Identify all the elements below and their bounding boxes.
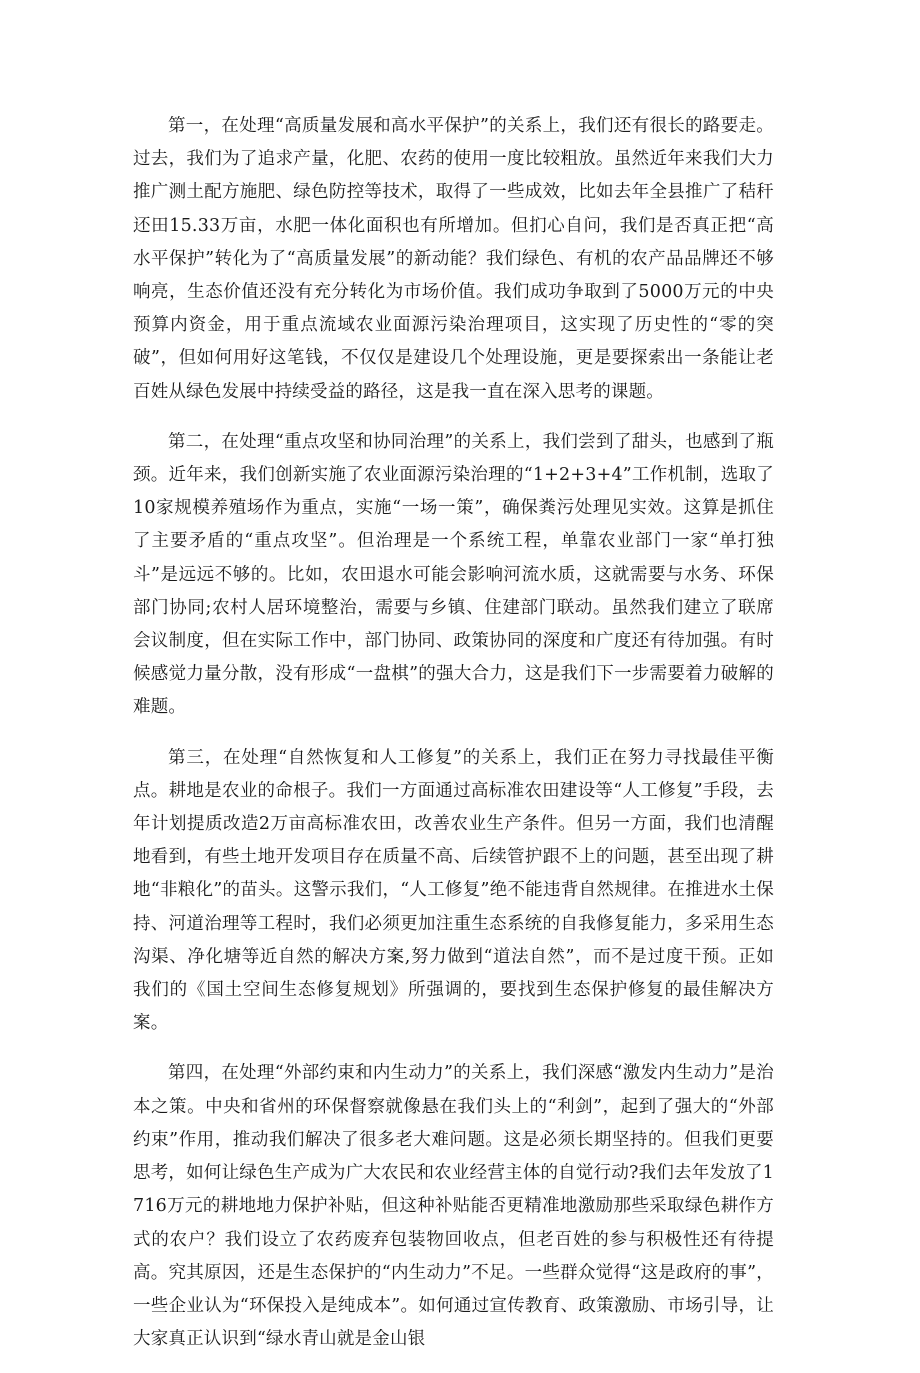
paragraph-4: 第四，在处理“外部约束和内生动力”的关系上，我们深感“激发内生动力”是治本之策。中央和省州的环保督察就像悬在我们头上的“利剑”，起到了强大的“外部约束”作用，推动我们解决了很多老大难问题。这是必须长期坚持的。但我们更要思考，如何让绿色生产成为广大农民和农业经营主体的自觉行动?我们去年发放了1716万元的耕地地力保护补贴，但这种补贴能否更精准地激励那些采取绿色耕作方式的农户？我们设立了农药废弃包装物回收点，但老百姓的参与积极性还有待提高。究其原因，还是生态保护的“内生动力”不足。一些群众觉得“这是政府的事”，一些企业认为“环保投入是纯成本”。如何通过宣传教育、政策激励、市场引导，让大家真正认识到“绿水青山就是金山银 <box>133 1063 774 1350</box>
paragraph-1: 第一，在处理“高质量发展和高水平保护”的关系上，我们还有很长的路要走。过去，我们为了追求产量，化肥、农药的使用一度比较粗放。虽然近年来我们大力推广测土配方施肥、绿色防控等技术，取得了一些成效，比如去年全县推广了秸秆还田15.33万亩，水肥一体化面积也有所增加。但扪心自问，我们是否真正把“高水平保护”转化为了“高质量发展”的新动能？我们绿色、有机的农产品品牌还不够响亮，生态价值还没有充分转化为市场价值。我们成功争取到了5000万元的中央预算内资金，用于重点流域农业面源污染治理项目，这实现了历史性的“零的突破”，但如何用好这笔钱，不仅仅是建设几个处理设施，更是要探索出一条能让老百姓从绿色发展中持续受益的路径，这是我一直在深入思考的课题。 <box>133 116 774 402</box>
document-body <box>133 110 774 1373</box>
paragraph-3: 第三，在处理“自然恢复和人工修复”的关系上，我们正在努力寻找最佳平衡点。耕地是农业的命根子。我们一方面通过高标准农田建设等“人工修复”手段，去年计划提质改造2万亩高标准农田，改善农业生产条件。但另一方面，我们也清醒地看到，有些土地开发项目存在质量不高、后续管护跟不上的问题，甚至出现了耕地“非粮化”的苗头。这警示我们，“人工修复”绝不能违背自然规律。在推进水土保持、河道治理等工程时，我们必须更加注重生态系统的自我修复能力，多采用生态沟渠、净化塘等近自然的解决方案,努力做到“道法自然”，而不是过度干预。正如我们的《国土空间生态修复规划》所强调的，要找到生态保护修复的最佳解决方案。 <box>133 747 774 1034</box>
paragraph-2: 第二，在处理“重点攻坚和协同治理”的关系上，我们尝到了甜头，也感到了瓶颈。近年来，我们创新实施了农业面源污染治理的“1+2+3+4”工作机制，选取了10家规模养殖场作为重点，实施“一场一策”，确保粪污处理见实效。这算是抓住了主要矛盾的“重点攻坚”。但治理是一个系统工程，单靠农业部门一家“单打独斗”是远远不够的。比如，农田退水可能会影响河流水质，这就需要与水务、环保部门协同;农村人居环境整治，需要与乡镇、住建部门联动。虽然我们建立了联席会议制度，但在实际工作中，部门协同、政策协同的深度和广度还有待加强。有时候感觉力量分散，没有形成“一盘棋”的强大合力，这是我们下一步需要着力破解的难题。 <box>133 431 774 718</box>
